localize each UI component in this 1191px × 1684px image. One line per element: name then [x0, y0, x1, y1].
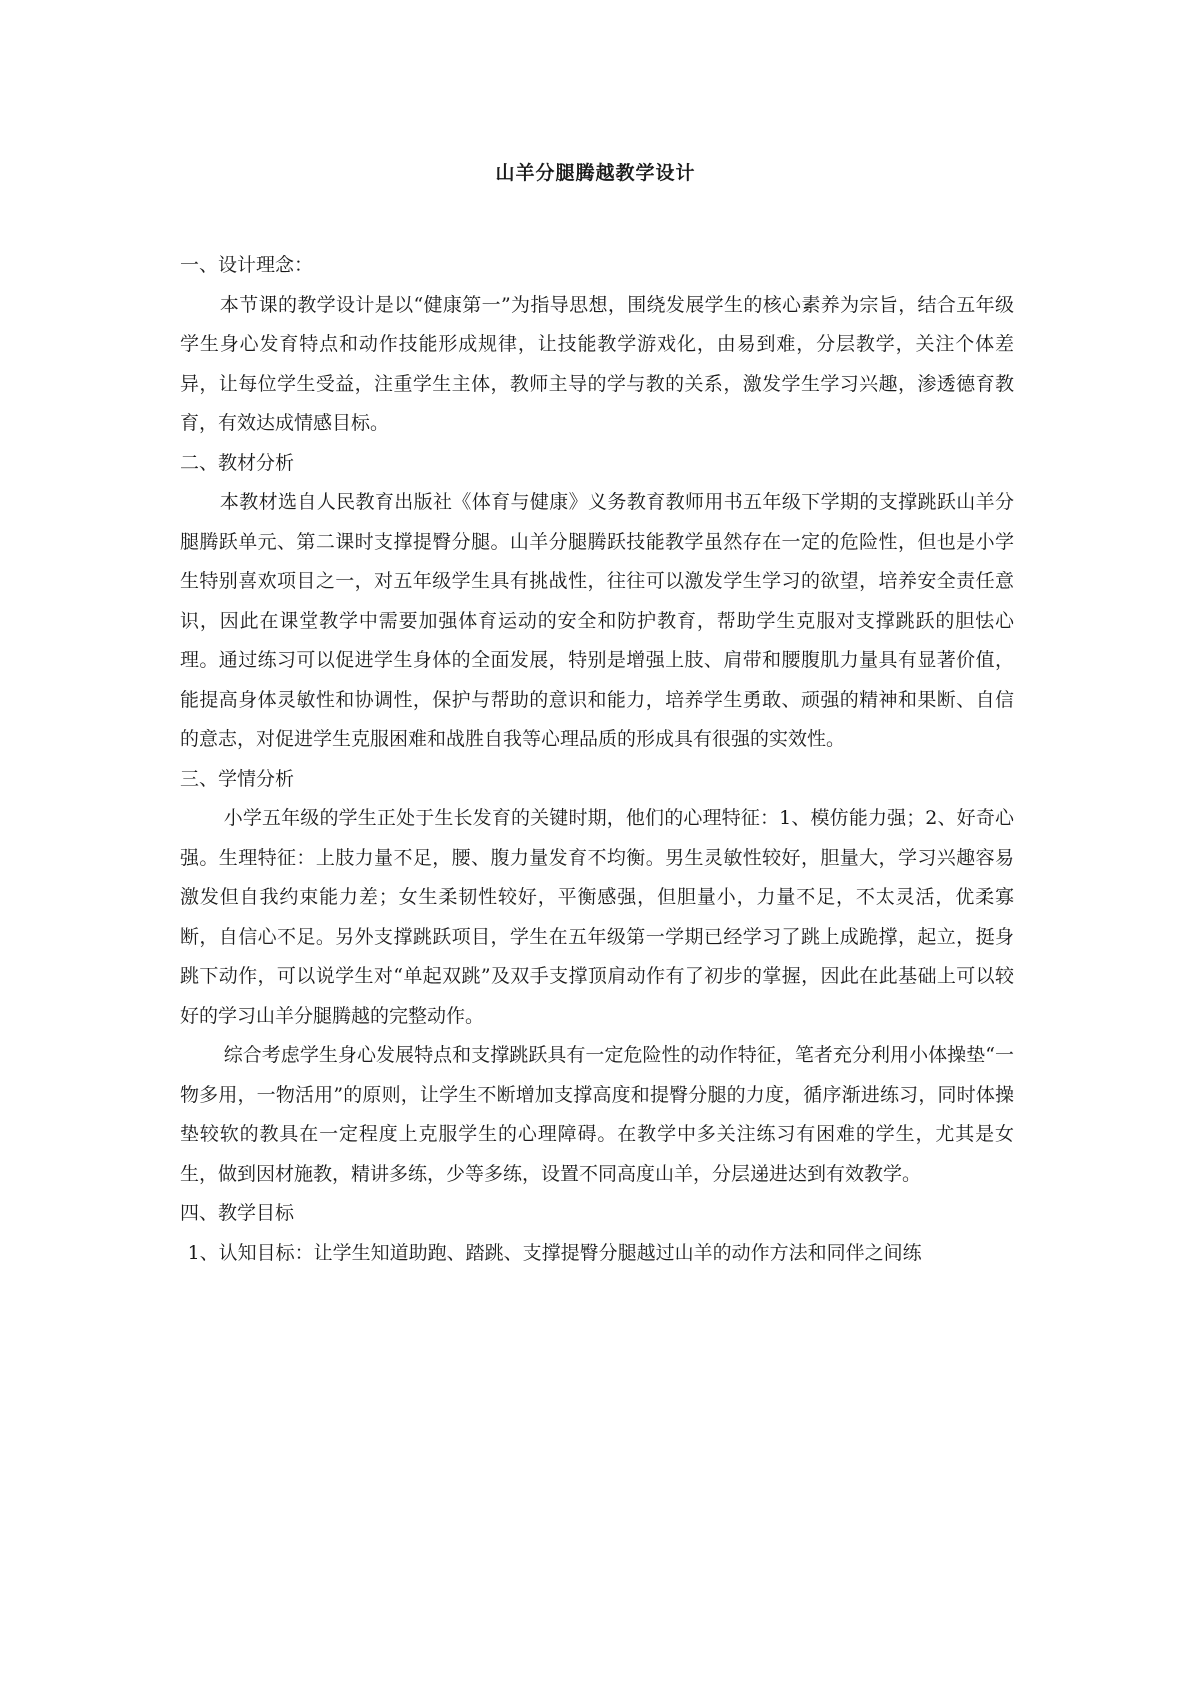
paragraph-student-analysis-2: 综合考虑学生身心发展特点和支撑跳跃具有一定危险性的动作特征，笔者充分利用小体操垫“一物多用，一物活用”的原则，让学生不断增加支撑高度和提臀分腿的力度，循序渐进练习，同时体操垫较软的教具在一定程度上克服学生的心理障碍。在教学中多关注练习有困难的学生，尤其是女生，做到因材施教，精讲多练，少等多练，设置不同高度山羊，分层递进达到有效教学。	[180, 1044, 1014, 1185]
paragraph-student-analysis: 小学五年级的学生正处于生长发育的关键时期，他们的心理特征：1、模仿能力强；2、好奇心强。生理特征：上肢力量不足，腰、腹力量发育不均衡。男生灵敏性较好，胆量大，学习兴趣容易激发但自我约束能力差；女生柔韧性较好，平衡感强，但胆量小，力量不足，不太灵活，优柔寡断，自信心不足。另外支撑跳跃项目，学生在五年级第一学期已经学习了跳上成跪撑，起立，挺身跳下动作，可以说学生对“单起双跳”及双手支撑顶肩动作有了初步的掌握，因此在此基础上可以较好的学习山羊分腿腾越的完整动作。	[180, 807, 1014, 1027]
list-item-cognitive-goal: 1、认知目标：让学生知道助跑、踏跳、支撑提臀分腿越过山羊的动作方法和同伴之间练	[187, 1241, 922, 1264]
section-heading-design-concept: 一、设计理念：	[180, 254, 314, 276]
paragraph-material-analysis: 本教材选自人民教育出版社《体育与健康》义务教育教师用书五年级下学期的支撑跳跃山羊分腿腾跃单元、第二课时支撑提臀分腿。山羊分腿腾跃技能教学虽然存在一定的危险性，但也是小学生特别喜欢项目之一，对五年级学生具有挑战性，往往可以激发学生学习的欲望，培养安全责任意识，因此在课堂教学中需要加强体育运动的安全和防护教育，帮助学生克服对支撑跳跃的胆怯心理。通过练习可以促进学生身体的全面发展，特别是增强上肢、肩带和腰腹肌力量具有显著价值，能提高身体灵敏性和协调性，保护与帮助的意识和能力，培养学生勇敢、顽强的精神和果断、自信的意志，对促进学生克服困难和战胜自我等心理品质的形成具有很强的实效性。	[180, 491, 1014, 750]
section-heading-teaching-goals: 四、教学目标	[180, 1202, 295, 1224]
document-title: 山羊分腿腾越教学设计	[495, 162, 696, 184]
document-body	[180, 246, 1014, 1273]
section-heading-student-analysis: 三、学情分析	[180, 767, 295, 790]
section-heading-material-analysis: 二、教材分析	[180, 451, 295, 474]
paragraph-design-concept: 本节课的教学设计是以“健康第一”为指导思想，围绕发展学生的核心素养为宗旨，结合五年级学生身心发育特点和动作技能形成规律，让技能教学游戏化，由易到难，分层教学，关注个体差异，让每位学生受益，注重学生主体，教师主导的学与教的关系，激发学生学习兴趣，渗透德育教育，有效达成情感目标。	[180, 293, 1014, 434]
